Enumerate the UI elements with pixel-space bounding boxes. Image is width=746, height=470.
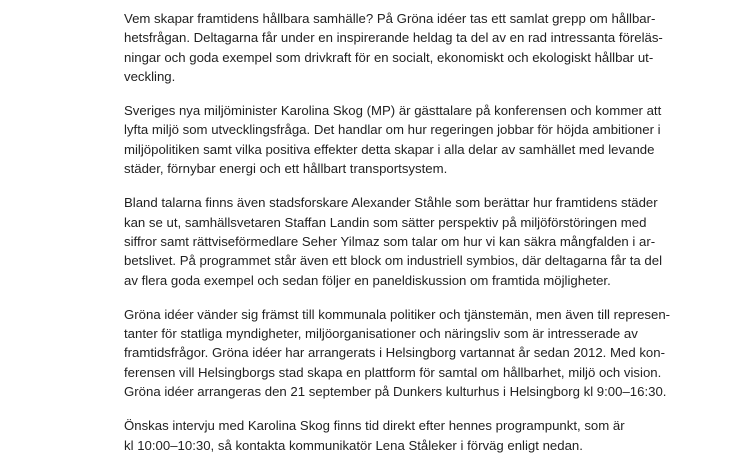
paragraph-minister <box>124 101 664 178</box>
text-line: Sveriges nya miljöminister Karolina Skog (MP) är gästtalare på konferensen och kommer att <box>124 103 662 119</box>
press-release-body <box>124 9 671 470</box>
text-line: veckling. <box>124 68 176 84</box>
text-line: siffror samt rättviseförmedlare Seher Yilmaz som talar om hur vi kan säkra mångfalden i ar- <box>124 233 656 249</box>
text-line: kl 10:00–10:30, så kontakta kommunikatör Lena Ståleker i förväg enligt nedan. <box>124 437 583 453</box>
text-line: Gröna idéer arrangeras den 21 september på Dunkers kulturhus i Helsingborg kl 9:00–16:30. <box>124 384 667 400</box>
text-line: betslivet. På programmet står även ett block om industriell symbios, där deltagarna får ta del <box>124 253 663 269</box>
text-line: hetsfrågan. Deltagarna får under en inspirerande heldag ta del av en rad intressanta föreläs- <box>124 30 663 46</box>
text-line: av flera goda exempel och sedan följer en paneldiskussion om framtida möjligheter. <box>124 272 611 288</box>
text-line: ningar och goda exempel som drivkraft för en socialt, ekonomiskt och ekologiskt hållbar ut- <box>124 49 654 65</box>
text-line: kan se ut, samhällsvetaren Staffan Landin som sätter perspektiv på miljöförstöringen med <box>124 214 647 230</box>
text-line: tanter för statliga myndigheter, miljöorganisationer och näringsliv som är intresserade av <box>124 326 638 342</box>
paragraph-audience <box>124 305 671 401</box>
text-line: ferensen vill Helsingborgs stad skapa en plattform för samtal om hållbarhet, miljö och vision. <box>124 364 662 380</box>
text-line: lyfta miljö som utvecklingsfråga. Det handlar om hur regeringen jobbar för höjda ambitioner i <box>124 122 661 138</box>
text-line: städer, förnybar energi och ett hållbart transportsystem. <box>124 161 448 177</box>
paragraph-interview <box>124 416 664 455</box>
text-line: framtidsfrågor. Gröna idéer har arrangerats i Helsingborg vartannat år sedan 2012. Med kon- <box>124 345 665 361</box>
paragraph-speakers <box>124 193 664 289</box>
text-line: Bland talarna finns även stadsforskare Alexander Ståhle som berättar hur framtidens städer <box>124 195 658 211</box>
text-line: Vem skapar framtidens hållbara samhälle? På Gröna idéer tas ett samlat grepp om hållbar- <box>124 11 656 26</box>
text-line: Önskas intervju med Karolina Skog finns tid direkt efter hennes programpunkt, som är <box>124 418 625 434</box>
paragraph-intro <box>124 9 664 86</box>
text-line: miljöpolitiken samt vilka positiva effekter detta skapar i alla delar av samhället med levande <box>124 141 655 157</box>
text-line: Gröna idéer vänder sig främst till kommunala politiker och tjänstemän, men även till represen- <box>124 306 671 322</box>
